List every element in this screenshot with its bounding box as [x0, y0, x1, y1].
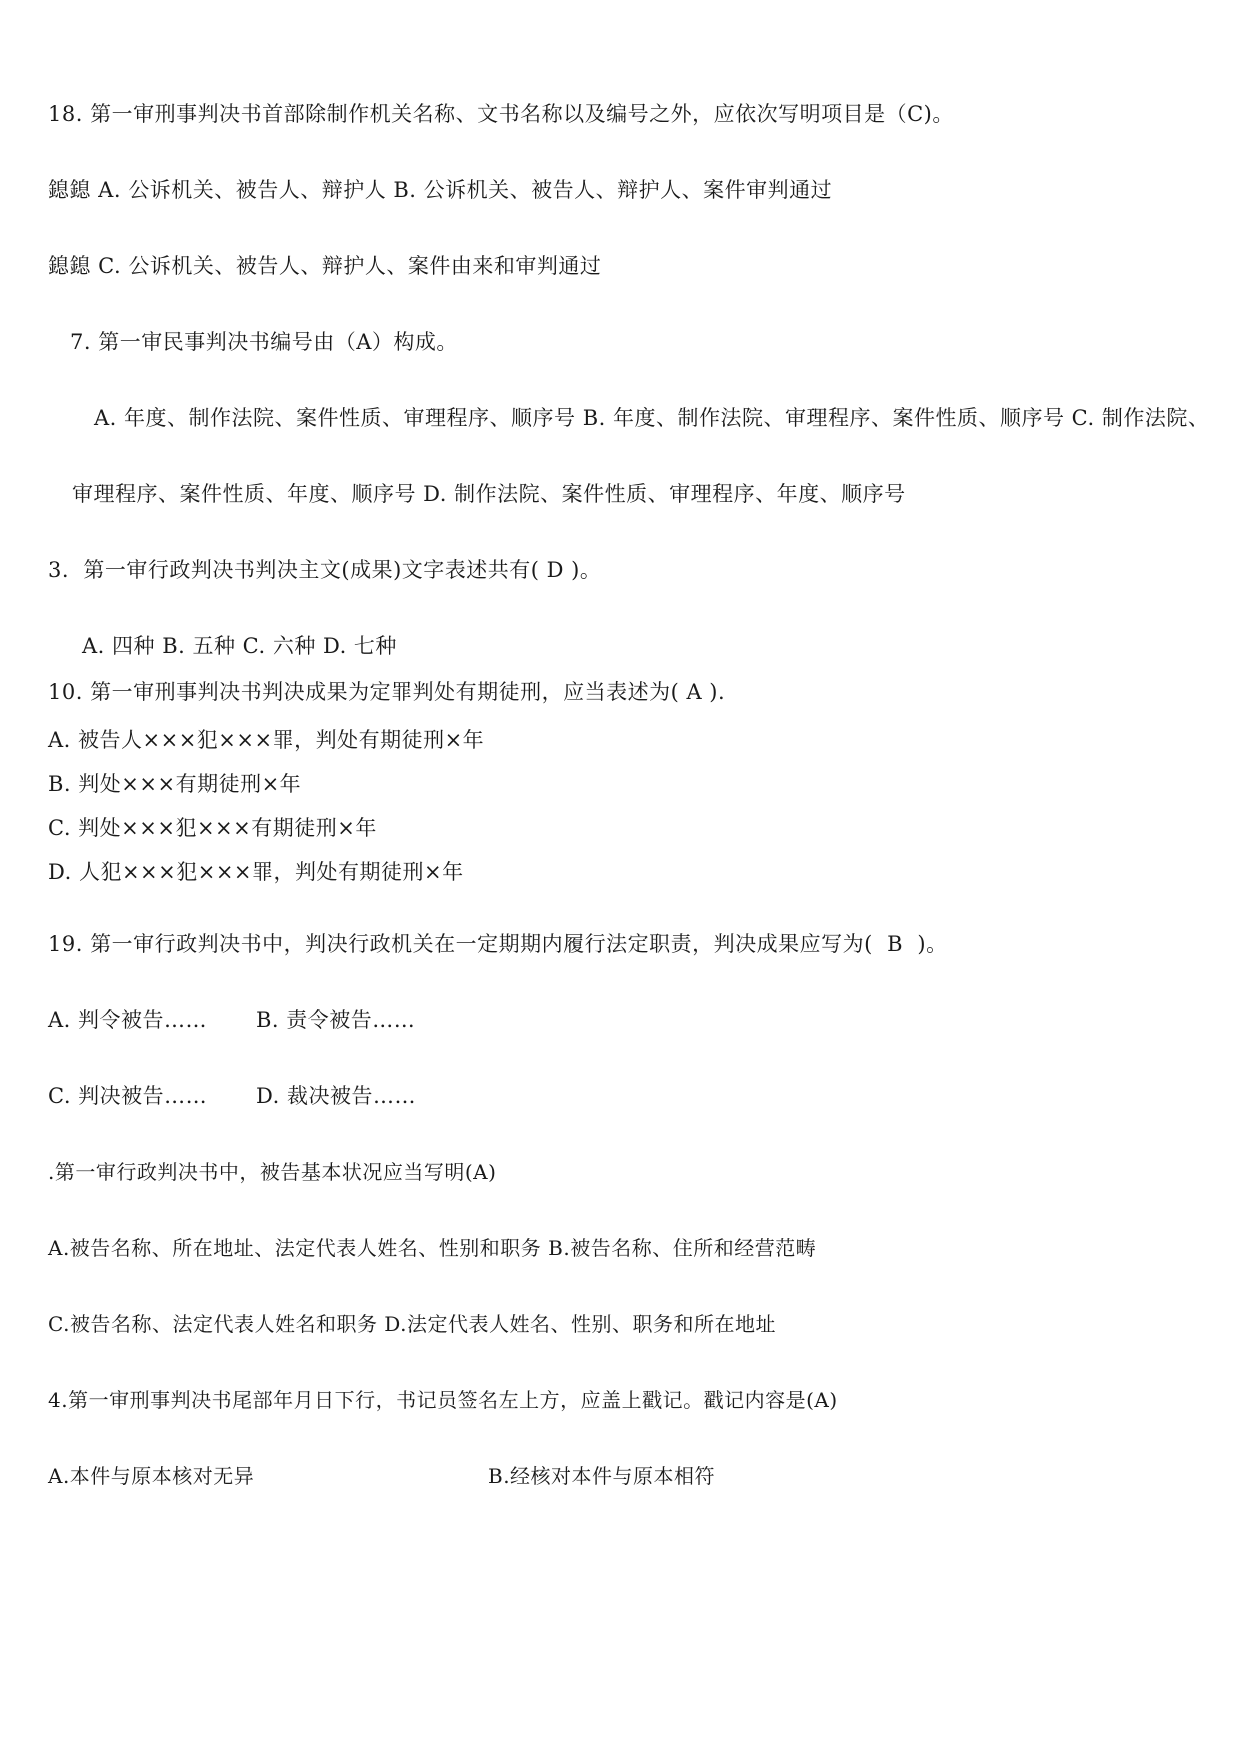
question-defendant-options-ab: A.被告名称、所在地址、法定代表人姓名、性别和职务 B.被告名称、住所和经营范畴: [48, 1236, 817, 1260]
question-4-option-a: A.本件与原本核对无异: [48, 1464, 255, 1488]
question-18-stem: 18. 第一审刑事判决书首部除制作机关名称、文书名称以及编号之外，应依次写明项目是（C)。: [48, 102, 954, 126]
question-4-stem: 4.第一审刑事判决书尾部年月日下行，书记员签名左上方，应盖上戳记。戳记内容是(A): [48, 1388, 838, 1412]
question-19-option-d: D. 裁决被告……: [256, 1084, 416, 1108]
question-10-option-d: D. 人犯×××犯×××罪，判处有期徒刑×年: [48, 860, 464, 884]
question-3-stem: 3. 第一审行政判决书判决主文(成果)文字表述共有( D )。: [48, 558, 602, 582]
question-19-option-b: B. 责令被告……: [256, 1008, 416, 1032]
question-7-options-line2: 审理程序、案件性质、年度、顺序号 D. 制作法院、案件性质、审理程序、年度、顺序号: [72, 482, 906, 506]
question-18-option-c: 鎴鎴 C. 公诉机关、被告人、辩护人、案件由来和审判通过: [48, 254, 602, 278]
question-18-options-ab: 鎴鎴 A. 公诉机关、被告人、辩护人 B. 公诉机关、被告人、辩护人、案件审判通过: [48, 178, 833, 202]
question-4-option-b: B.经核对本件与原本相符: [488, 1464, 716, 1488]
question-19-option-a: A. 判令被告……: [48, 1008, 208, 1032]
question-19-stem: 19. 第一审行政判决书中，判决行政机关在一定期期内履行法定职责，判决成果应写为( B )。: [48, 932, 948, 956]
question-10-stem: 10. 第一审刑事判决书判决成果为定罪判处有期徒刑，应当表述为( A ).: [48, 680, 726, 704]
question-defendant-stem: .第一审行政判决书中，被告基本状况应当写明(A): [48, 1160, 497, 1184]
question-10-option-c: C. 判处×××犯×××有期徒刑×年: [48, 816, 377, 840]
question-10-option-a: A. 被告人×××犯×××罪，判处有期徒刑×年: [48, 728, 485, 752]
question-7-stem: 7. 第一审民事判决书编号由（A）构成。: [70, 330, 458, 354]
question-19-option-c: C. 判决被告……: [48, 1084, 208, 1108]
question-10-option-b: B. 判处×××有期徒刑×年: [48, 772, 302, 796]
question-defendant-options-cd: C.被告名称、法定代表人姓名和职务 D.法定代表人姓名、性别、职务和所在地址: [48, 1312, 776, 1336]
question-7-options-line1: A. 年度、制作法院、案件性质、审理程序、顺序号 B. 年度、制作法院、审理程序、案件性质、顺序号 C. 制作法院、: [94, 406, 1210, 430]
question-3-options: A. 四种 B. 五种 C. 六种 D. 七种: [82, 634, 397, 658]
